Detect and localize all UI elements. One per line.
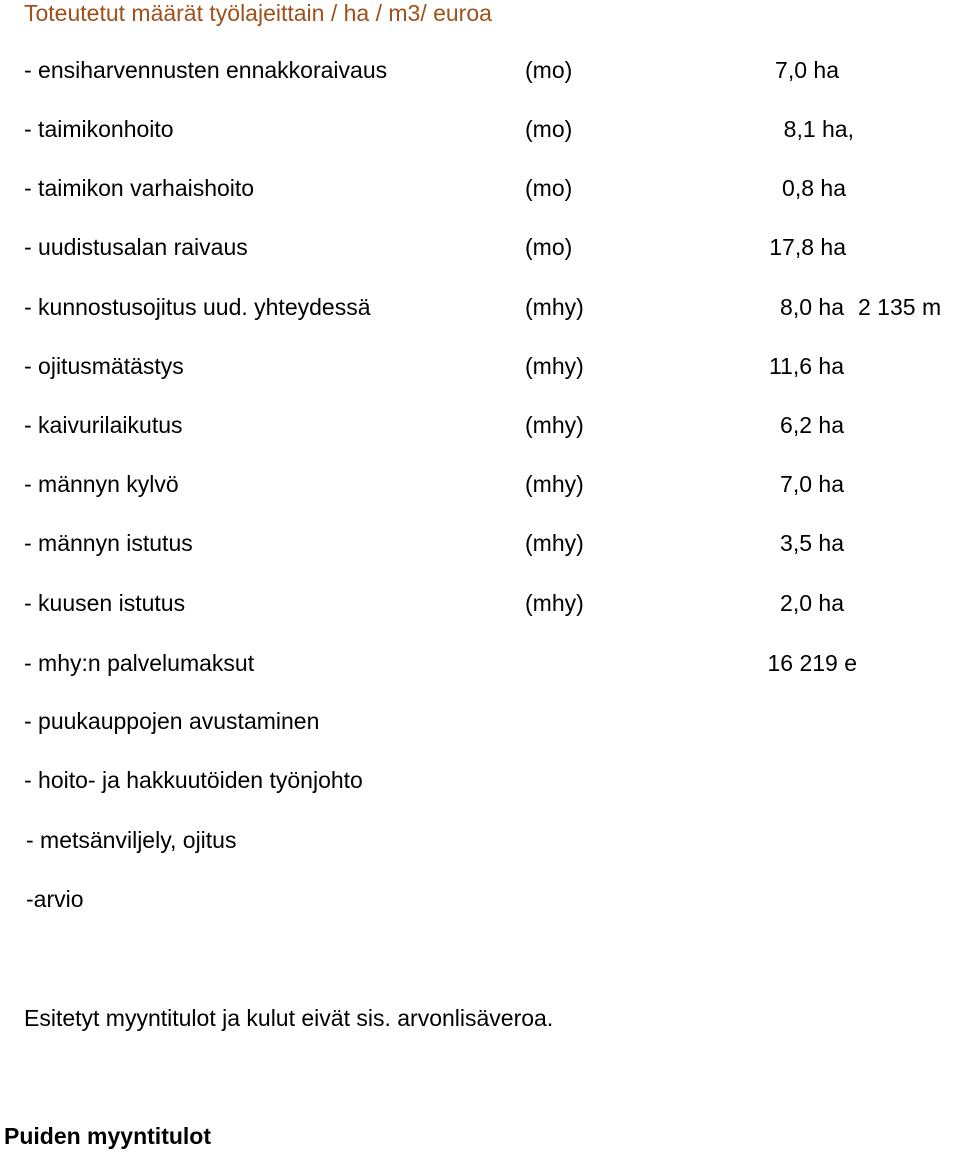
item-code: (mo) [525,116,573,142]
list-item [0,765,960,795]
list-item [0,55,960,85]
section-heading: Puiden myyntitulot [4,1123,211,1149]
list-item [0,648,960,678]
vat-note: Esitetyt myyntitulot ja kulut eivät sis. arvonlisäveroa. [24,1005,554,1031]
list-item [0,469,960,499]
list-item [0,351,960,381]
list-item [0,588,960,618]
list-item [0,173,960,203]
list-item [0,884,960,914]
item-code: (mhy) [525,412,584,438]
page-title: Toteutetut määrät työlajeittain / ha / m3/ euroa [24,0,492,26]
item-value: 7,0 ha [775,57,839,83]
item-value: 8,1 ha, [783,116,854,142]
item-code: (mo) [525,175,573,201]
list-item [0,292,960,322]
item-label: - kaivurilaikutus [24,412,183,438]
item-value: 6,2 ha [780,412,844,438]
item-value: 7,0 ha [780,471,844,497]
list-item [0,232,960,262]
item-code: (mhy) [525,353,584,379]
item-label: - taimikonhoito [24,116,174,142]
item-code: (mo) [525,57,573,83]
item-label: - männyn kylvö [24,471,179,497]
item-value: 17,8 ha [769,234,846,260]
item-label: - kuusen istutus [24,590,186,616]
list-item [0,114,960,144]
list-item [0,825,960,855]
item-label: - mhy:n palvelumaksut [24,650,255,676]
item-value: 11,6 ha [768,353,844,379]
list-item [0,528,960,558]
item-label: - ojitusmätästys [24,353,184,379]
item-code: (mhy) [525,530,584,556]
item-value: 0,8 ha [782,175,846,201]
item-label: -arvio [26,886,84,912]
item-code: (mhy) [525,590,584,616]
item-value: 3,5 ha [780,530,844,556]
item-label: - taimikon varhaishoito [24,175,255,201]
item-label: - puukauppojen avustaminen [24,708,320,734]
item-label: - metsänviljely, ojitus [26,827,237,853]
list-item [0,410,960,440]
list-item [0,706,960,736]
item-code: (mhy) [525,471,584,497]
item-value: 8,0 ha [780,294,844,320]
item-code: (mo) [525,234,573,260]
item-label: - uudistusalan raivaus [24,234,248,260]
item-label: - kunnostusojitus uud. yhteydessä [24,294,371,320]
item-extra-value: 2 135 m [858,294,942,320]
item-label: - männyn istutus [24,530,193,556]
item-label: - hoito- ja hakkuutöiden työnjohto [24,767,363,793]
item-code: (mhy) [525,294,584,320]
item-value: 2,0 ha [780,590,844,616]
item-label: - ensiharvennusten ennakkoraivaus [24,57,388,83]
item-value: 16 219 e [767,650,857,676]
